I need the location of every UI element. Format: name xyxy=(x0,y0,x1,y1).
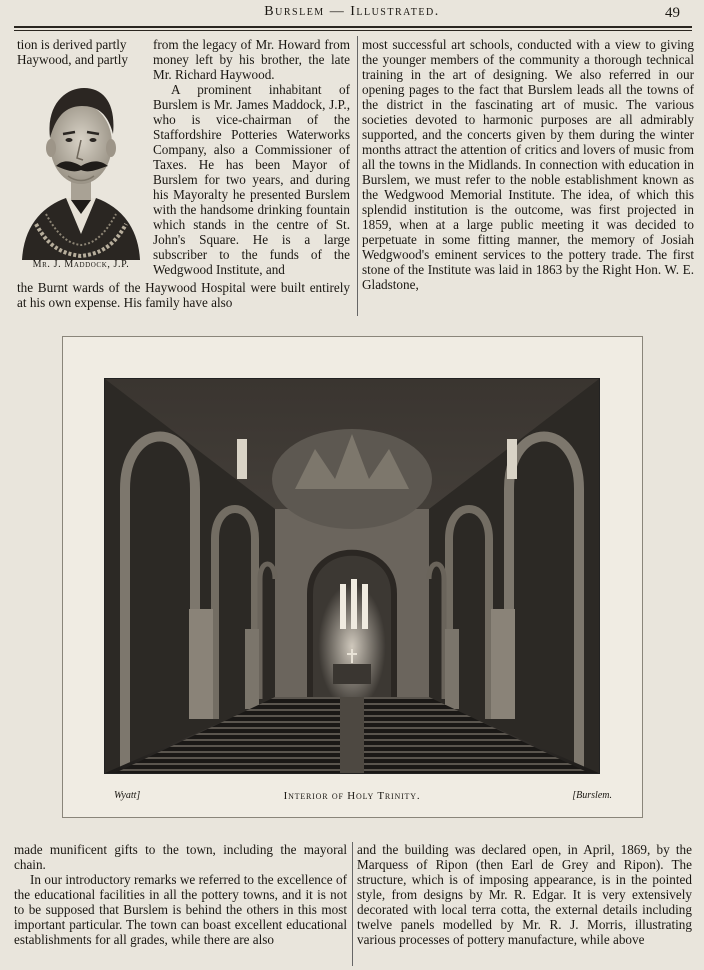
header-rule xyxy=(14,26,692,28)
top-left-flow xyxy=(153,37,350,277)
location-credit: [Burslem. xyxy=(572,790,612,801)
flow-text: from the legacy of Mr. Howard from money left by his brother, the late Mr. Richard Haywood. xyxy=(153,37,350,82)
intro-lines: tion is derived partly Haywood, and partly xyxy=(17,37,128,67)
running-title: Burslem — Illustrated. xyxy=(264,4,440,19)
top-left-full xyxy=(17,280,350,310)
holy-trinity-photograph xyxy=(104,378,600,774)
mayoral-chain-text: made munificent gifts to the town, including the mayoral chain. xyxy=(14,842,347,872)
bottom-right-column xyxy=(357,842,692,947)
bottom-left-column xyxy=(14,842,347,947)
header-rule-thin xyxy=(14,30,692,31)
portrait-maddock xyxy=(16,74,146,260)
portrait-engraving xyxy=(16,74,146,260)
church-interior-image xyxy=(105,379,599,773)
photographer-credit: Wyatt] xyxy=(114,790,141,801)
page-number: 49 xyxy=(665,5,680,21)
maddock-paragraph: A prominent inhabitant of Burslem is Mr. James Maddock, J.P., who is vice-chairman of the Staffordshire Potteries Waterworks Company, also a Commissioner of Taxes. He has been Mayor of Burslem for two years, and during his Mayoralty he presented Burslem with the handsome drinking fountain which stands in the centre of St. John's Square. He is a large subscriber to the funds of the Wedgwood Institute, and xyxy=(153,82,350,277)
institute-opening-text: and the building was declared open, in April, 1869, by the Marquess of Ripon (then Earl de Grey and Ripon). The structure, which is of imposing appearance, is in the pointed style, from designs by Mr. R. Edgar. It is very extensively decorated with local terra cotta, the external details including twelve panels modelled by Mr. R. J. Morris, illustrating various processes of pottery manufacture, while above xyxy=(357,842,692,947)
top-right-column xyxy=(362,37,694,292)
education-paragraph: In our introductory remarks we referred to the excellence of the educational facilities in all the pottery towns, and it is not to be supposed that Burslem is behind the others in this most important particular. The town can boast excellent educational establishments for all grades, while there are also xyxy=(14,872,347,947)
haywood-wards-text: the Burnt wards of the Haywood Hospital were built entirely at his own expense. His family have also xyxy=(17,280,350,310)
wedgwood-institute-text: most successful art schools, conducted with a view to giving the younger members of the community a thorough technical training in the art of designing. We also referred in our opening pages to the fact that Burslem leads all the towns of the district in the fascinating art of music. The various societies devoted to harmonic purposes are all admirably supported, and the concerts given by them during the winter months attract the attention of critics and lovers of music from all the towns in the Midlands. In connection with education in Burslem, we must refer to the noble establishment known as the Wedgwood Memorial Institute. The idea, of which this splendid institution is the outcome, was first projected in 1859, when at a large public meeting it was decided to perpetuate in some fitting manner, the memory of Josiah Wedgwood's eminent services to the pottery trade. The first stone of the Institute was laid in 1863 by the Right Hon. W. E. Gladstone, xyxy=(362,37,694,292)
plate-caption: Interior of Holy Trinity. xyxy=(283,790,421,802)
portrait-caption: Mr. J. Maddock, J.P. xyxy=(32,259,130,270)
column-divider-top xyxy=(357,36,358,316)
column-divider-bottom xyxy=(352,842,353,966)
top-left-intro xyxy=(17,37,149,67)
